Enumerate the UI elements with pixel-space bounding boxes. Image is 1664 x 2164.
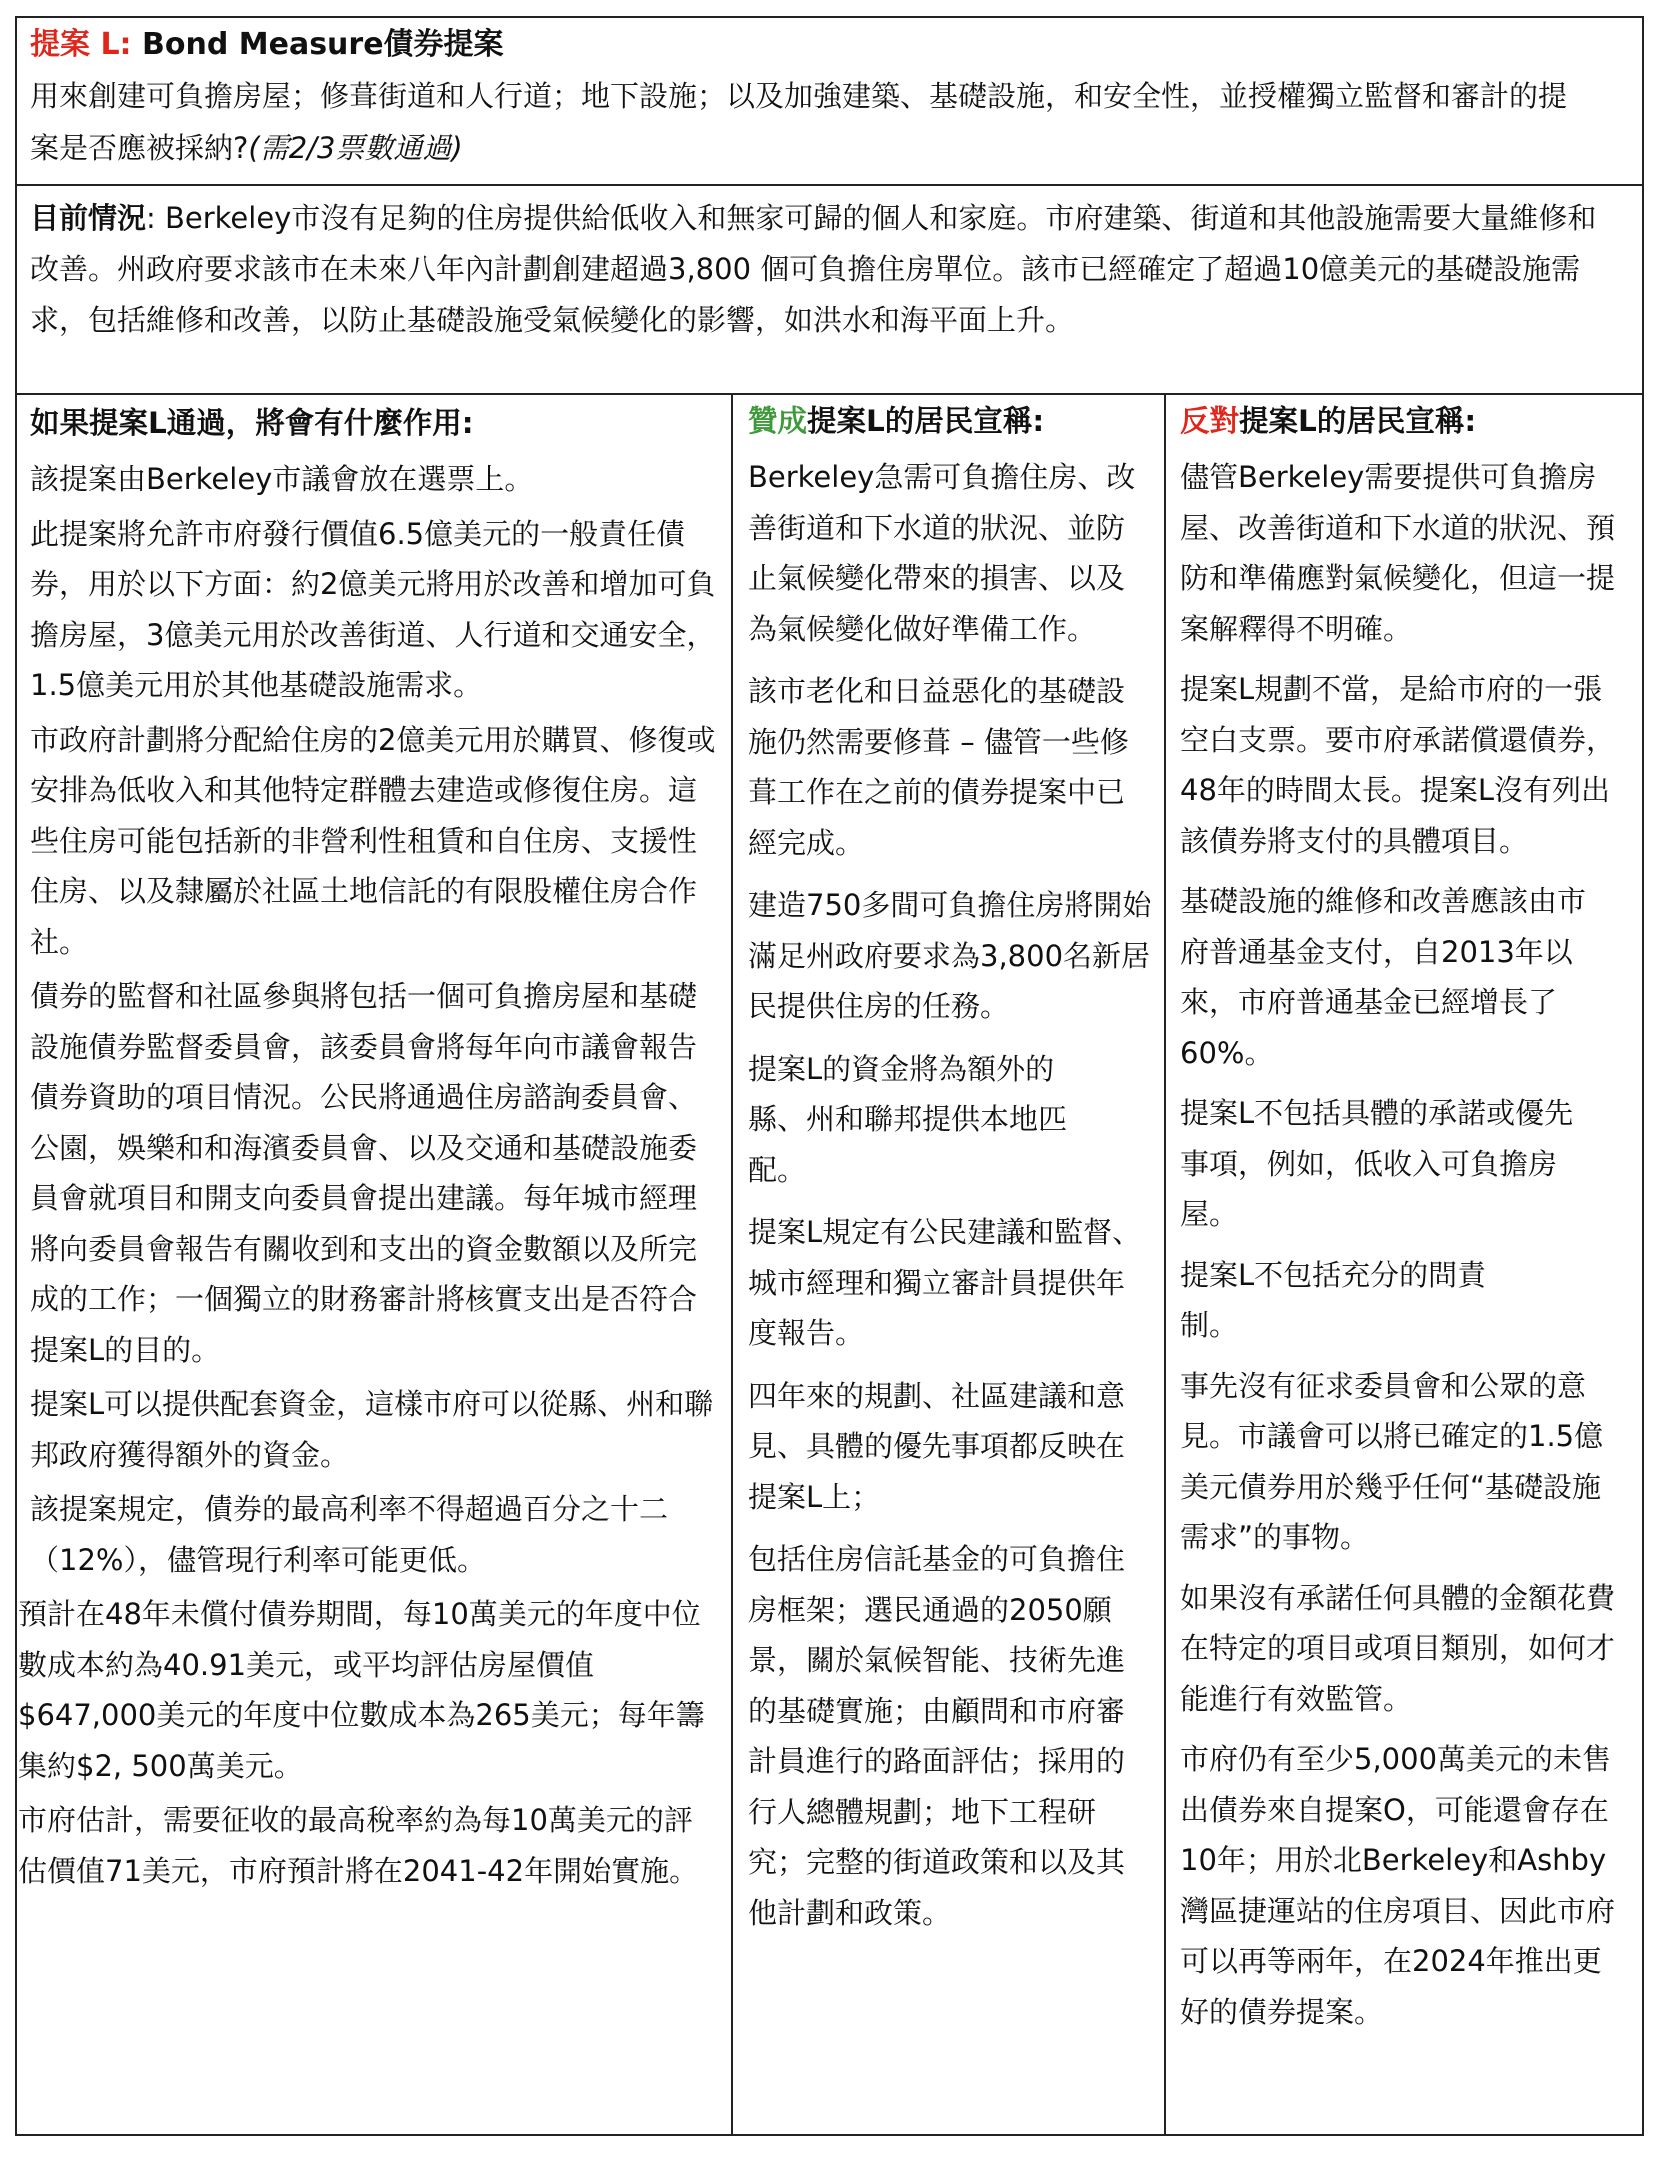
effect-column bbox=[18, 396, 720, 1896]
pro-heading-keyword: 贊成 bbox=[748, 404, 808, 438]
pro-paragraph: 該市老化和日益惡化的基礎設施仍然需要修葺 – 儘管一些修葺工作在之前的債券提案中已經完成。 bbox=[748, 674, 1129, 860]
con-heading bbox=[1180, 396, 1630, 446]
measure-label: 提案 L: bbox=[30, 27, 132, 62]
border-current-bottom bbox=[15, 393, 1644, 395]
con-paragraph: 提案L規劃不當，是給市府的一張空白支票。要市府承諾償還債券，48年的時間太長。提案L沒有列出該債券將支付的具體項目。 bbox=[1180, 672, 1616, 858]
pro-paragraphs bbox=[748, 452, 1153, 1938]
con-paragraph: 事先沒有征求委員會和公眾的意見。市議會可以將已確定的1.5億美元債券用於幾乎任何“基礎設施需求”的事物。 bbox=[1180, 1368, 1604, 1554]
con-heading-keyword: 反對 bbox=[1180, 404, 1240, 438]
column-divider-1 bbox=[731, 393, 733, 2136]
current-situation bbox=[30, 193, 1625, 346]
pro-paragraph: 四年來的規劃、社區建議和意見、具體的優先事項都反映在提案L上； bbox=[748, 1378, 1126, 1514]
effect-paragraph: 預計在48年未償付債券期間，每10萬美元的年度中位數成本約為40.91美元，或平均評估房屋價值$647,000美元的年度中位數成本為265美元；每年籌集約$2, 500萬美元。 bbox=[18, 1597, 705, 1783]
pro-paragraph: 提案L的資金將為額外的縣、州和聯邦提供本地匹配。 bbox=[748, 1051, 1068, 1187]
pro-column bbox=[748, 396, 1153, 1938]
pro-paragraph: 包括住房信託基金的可負擔住房框架；選民通過的2050願景，關於氣候智能、技術先進的基礎實施；由顧問和市府審計員進行的路面評估；採用的行人總體規劃；地下工程研究；完整的街道政策和以及其他計劃和政策。 bbox=[748, 1542, 1126, 1930]
con-paragraphs bbox=[1180, 452, 1630, 2037]
con-paragraph: 基礎設施的維修和改善應該由市府普通基金支付，自2013年以來，市府普通基金已經增長了60%。 bbox=[1180, 884, 1587, 1070]
border-header-bottom bbox=[15, 184, 1644, 186]
column-divider-2 bbox=[1164, 393, 1166, 2136]
effect-paragraph: 該提案規定，債券的最高利率不得超過百分之十二（12%），儘管現行利率可能更低。 bbox=[30, 1492, 669, 1577]
effect-paragraph: 債券的監督和社區參與將包括一個可負擔房屋和基礎設施債券監督委員會，該委員會將每年向市議會報告債券資助的項目情況。公民將通過住房諮詢委員會、公園，娛樂和和海濱委員會、以及交通和基礎設施委員會就項目和開支向委員會提出建議。每年城市經理將向委員會報告有關收到和支出的資金數額以及所完成的工作；一個獨立的財務審計將核實支出是否符合提案L的目的。 bbox=[30, 979, 698, 1367]
measure-title: Bond Measure債券提案 bbox=[131, 27, 504, 62]
vote-requirement: (需2/3票數通過) bbox=[248, 131, 463, 165]
effect-paragraph: 市府估計，需要征收的最高稅率約為每10萬美元的評估價值71美元，市府預計將在2041-42年開始實施。 bbox=[18, 1803, 699, 1888]
con-paragraph: 儘管Berkeley需要提供可負擔房屋、改善街道和下水道的狀況、預防和準備應對氣候變化，但這一提案解釋得不明確。 bbox=[1180, 460, 1616, 646]
con-column bbox=[1180, 396, 1630, 2037]
current-situation-text: : Berkeley市沒有足夠的住房提供給低收入和無家可歸的個人和家庭。市府建築、街道和其他設施需要大量維修和改善。州政府要求該市在未來八年內計劃創建超過3,800 個可負擔住房單位。該市已經確定了超過10億美元的基礎設施需求，包括維修和改善，以防止基礎設施受氣候變化的影響，如洪水和海平面上升。 bbox=[30, 201, 1597, 337]
border-left bbox=[15, 16, 17, 2136]
con-paragraph: 如果沒有承諾任何具體的金額花費在特定的項目或項目類別，如何才能進行有效監管。 bbox=[1180, 1580, 1616, 1716]
effect-paragraph: 市政府計劃將分配給住房的2億美元用於購買、修復或安排為低收入和其他特定群體去建造或修復住房。這些住房可能包括新的非營利性租賃和自住房、支援性住房、以及隸屬於社區土地信託的有限股權住房合作社。 bbox=[30, 722, 716, 959]
measure-question: 用來創建可負擔房屋；修葺街道和人行道；地下設施；以及加強建築、基礎設施，和安全性，並授權獨立監督和審計的提案是否應被採納? bbox=[30, 79, 1568, 165]
pro-paragraph: 建造750多間可負擔住房將開始滿足州政府要求為3,800名新居民提供住房的任務。 bbox=[748, 888, 1152, 1023]
con-paragraph: 提案L不包括充分的問責制。 bbox=[1180, 1257, 1487, 1342]
effect-paragraph: 提案L可以提供配套資金，這樣市府可以從縣、州和聯邦政府獲得額外的資金。 bbox=[30, 1387, 714, 1472]
effect-paragraph: 此提案將允許市府發行價值6.5億美元的一般責任債券，用於以下方面：約2億美元將用於改善和增加可負擔房屋，3億美元用於改善街道、人行道和交通安全，1.5億美元用於其他基礎設施需求。 bbox=[30, 516, 716, 702]
border-right bbox=[1642, 16, 1644, 2136]
con-heading-text: 提案L的居民宣稱: bbox=[1239, 404, 1477, 438]
measure-title-line bbox=[30, 20, 1610, 70]
measure-question-block bbox=[30, 70, 1570, 174]
border-top bbox=[15, 16, 1644, 18]
pro-heading bbox=[748, 396, 1153, 446]
pro-paragraph: Berkeley急需可負擔住房、改善街道和下水道的狀況、並防止氣候變化帶來的損害、以及為氣候變化做好準備工作。 bbox=[748, 460, 1136, 646]
con-paragraph: 提案L不包括具體的承諾或優先事項，例如，低收入可負擔房屋。 bbox=[1180, 1096, 1574, 1231]
effect-heading: 如果提案L通過，將會有什麼作用: bbox=[30, 406, 474, 440]
con-paragraph: 市府仍有至少5,000萬美元的未售出債券來自提案O，可能還會存在10年；用於北Berkeley和Ashby灣區捷運站的住房項目、因此市府可以再等兩年，在2024年推出更好的債券提案。 bbox=[1180, 1742, 1616, 2029]
effect-paragraph: 該提案由Berkeley市議會放在選票上。 bbox=[30, 462, 534, 496]
pro-heading-text: 提案L的居民宣稱: bbox=[807, 404, 1045, 438]
pro-paragraph: 提案L規定有公民建議和監督、城市經理和獨立審計員提供年度報告。 bbox=[748, 1215, 1142, 1350]
border-bottom bbox=[15, 2134, 1644, 2136]
measure-header bbox=[30, 20, 1610, 174]
current-situation-label: 目前情況 bbox=[30, 201, 147, 235]
effect-paragraphs bbox=[18, 454, 720, 1896]
